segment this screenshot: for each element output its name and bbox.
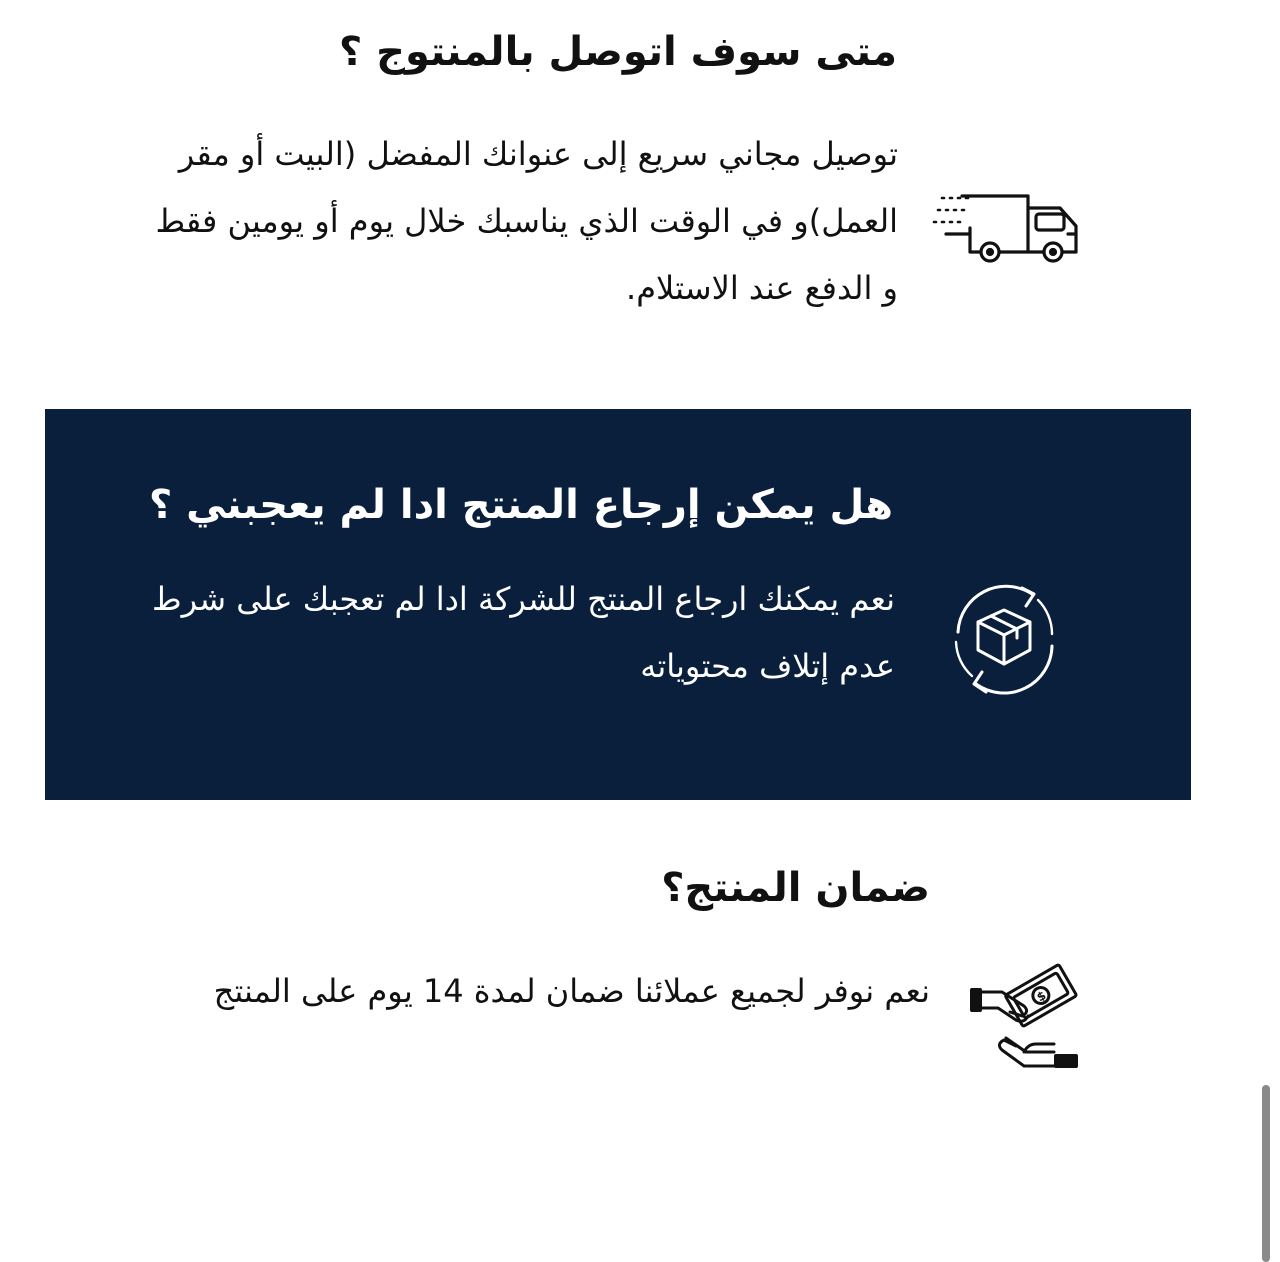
page-scrollbar[interactable] bbox=[1262, 1085, 1270, 1262]
return-faq-section bbox=[45, 409, 1191, 800]
delivery-faq-text: توصيل مجاني سريع إلى عنوانك المفضل (البيت أو مقر العمل)و في الوقت الذي يناسبك خلال يوم أو يومين فقط و الدفع عند الاستلام. bbox=[155, 135, 898, 307]
warranty-faq-text: نعم نوفر لجميع عملائنا ضمان لمدة 14 يوم على المنتج bbox=[213, 972, 930, 1010]
svg-text:$: $ bbox=[1034, 988, 1049, 1005]
money-refund-icon bbox=[966, 960, 1082, 1086]
delivery-faq-section bbox=[0, 0, 1280, 400]
warranty-faq-title: ضمان المنتج؟ bbox=[661, 865, 930, 911]
warranty-faq-section bbox=[0, 800, 1280, 1262]
return-faq-text: نعم يمكنك ارجاع المنتج للشركة ادا لم تعجبك على شرط عدم إتلاف محتوياته bbox=[151, 580, 895, 685]
delivery-truck-icon bbox=[928, 188, 1084, 272]
return-faq-title: هل يمكن إرجاع المنتج ادا لم يعجبني ؟ bbox=[148, 482, 893, 528]
return-box-icon bbox=[948, 580, 1060, 698]
delivery-faq-title: متى سوف اتوصل بالمنتوج ؟ bbox=[339, 29, 897, 75]
